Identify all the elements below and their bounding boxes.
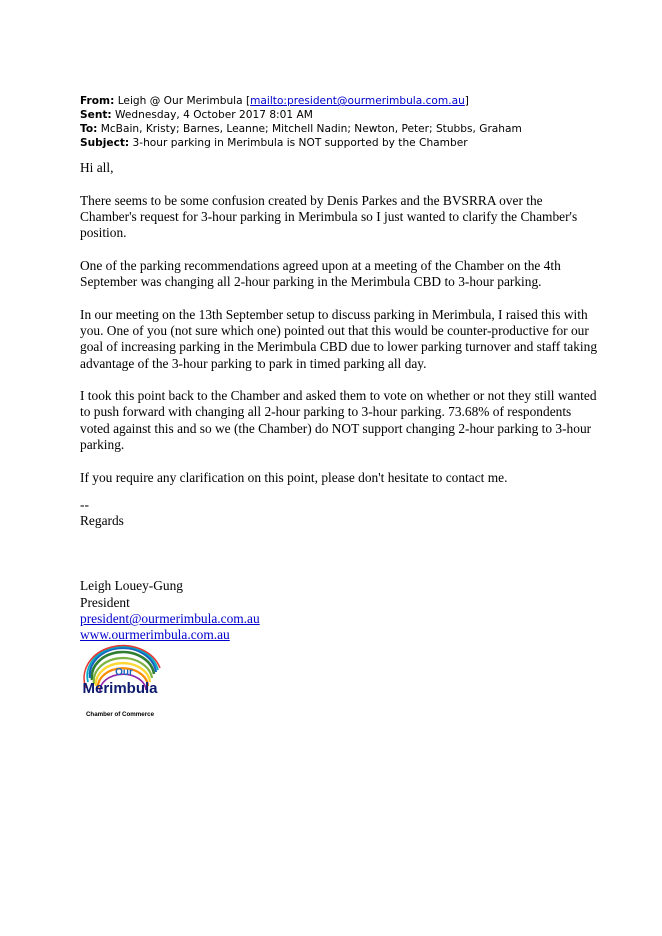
from-row xyxy=(80,95,640,109)
signature-name: Leigh Louey-Gung xyxy=(80,578,184,594)
from-close-bracket: ] xyxy=(464,95,469,107)
body-paragraph: There seems to be some confusion created by Denis Parkes and the BVSRRA over the Chamber's request for 3-hour parking in Merimbula so I just wanted to clarify the Chamber's position. xyxy=(80,192,578,241)
subject-row xyxy=(80,137,640,151)
body-paragraph: One of the parking recommendations agreed upon at a meeting of the Chamber on the 4th September was changing all 2-hour parking in the Merimbula CBD to 3-hour parking. xyxy=(80,257,561,290)
sent-value: Wednesday, 4 October 2017 8:01 AM xyxy=(115,108,313,121)
signature-email-link[interactable]: president@ourmerimbula.com.au xyxy=(80,611,260,627)
from-value: Leigh @ Our Merimbula [ xyxy=(117,95,251,107)
logo-tagline: Chamber of Commerce xyxy=(85,711,155,718)
signature-website-link[interactable]: www.ourmerimbula.com.au xyxy=(80,627,230,643)
body-paragraph: I took this point back to the Chamber and asked them to vote on whether or not they still wanted to push forward with changing all 2-hour parking to 3-hour parking. 73.68% of respondents voted against this and so we (the Chamber) do NOT support changing 2-hour parking to 3-hour parking. xyxy=(80,388,597,453)
email-header xyxy=(80,95,640,151)
greeting: Hi all, xyxy=(80,160,114,175)
subject-label: Subject: xyxy=(80,136,130,149)
to-label: To: xyxy=(80,122,98,135)
from-mailto-link[interactable]: mailto:president@ourmerimbula.com.au xyxy=(250,95,465,107)
from-label: From: xyxy=(80,95,115,107)
body-paragraph: In our meeting on the 13th September setup to discuss parking in Merimbula, I raised this with you. One of you (not sure which one) pointed out that this would be counter-productive for our goal of increasing parking in the Merimbula CBD due to lower parking turnover and staff taking advantage of the 3-hour parking to park in timed parking all day. xyxy=(80,306,598,371)
logo-graphic xyxy=(78,642,168,722)
body-paragraph: If you require any clarification on this point, please don't hesitate to contact me. xyxy=(80,469,508,485)
email-body xyxy=(80,160,600,502)
signature-regards: Regards xyxy=(80,513,124,529)
sent-row xyxy=(80,109,640,123)
logo-word-merimbula: Merimbula xyxy=(82,680,158,697)
blank-line xyxy=(80,530,480,546)
logo-word-our: Our xyxy=(115,667,133,678)
signature-title: President xyxy=(80,594,130,610)
signature-dashes: -- xyxy=(80,497,89,512)
to-row xyxy=(80,123,640,137)
blank-line xyxy=(80,562,480,578)
blank-line xyxy=(80,546,480,562)
signature-block xyxy=(80,497,480,644)
to-value: McBain, Kristy; Barnes, Leanne; Mitchell Nadin; Newton, Peter; Stubbs, Graham xyxy=(100,122,522,135)
our-merimbula-logo xyxy=(78,642,168,722)
subject-value: 3-hour parking in Merimbula is NOT supported by the Chamber xyxy=(132,136,468,149)
sent-label: Sent: xyxy=(80,108,112,121)
